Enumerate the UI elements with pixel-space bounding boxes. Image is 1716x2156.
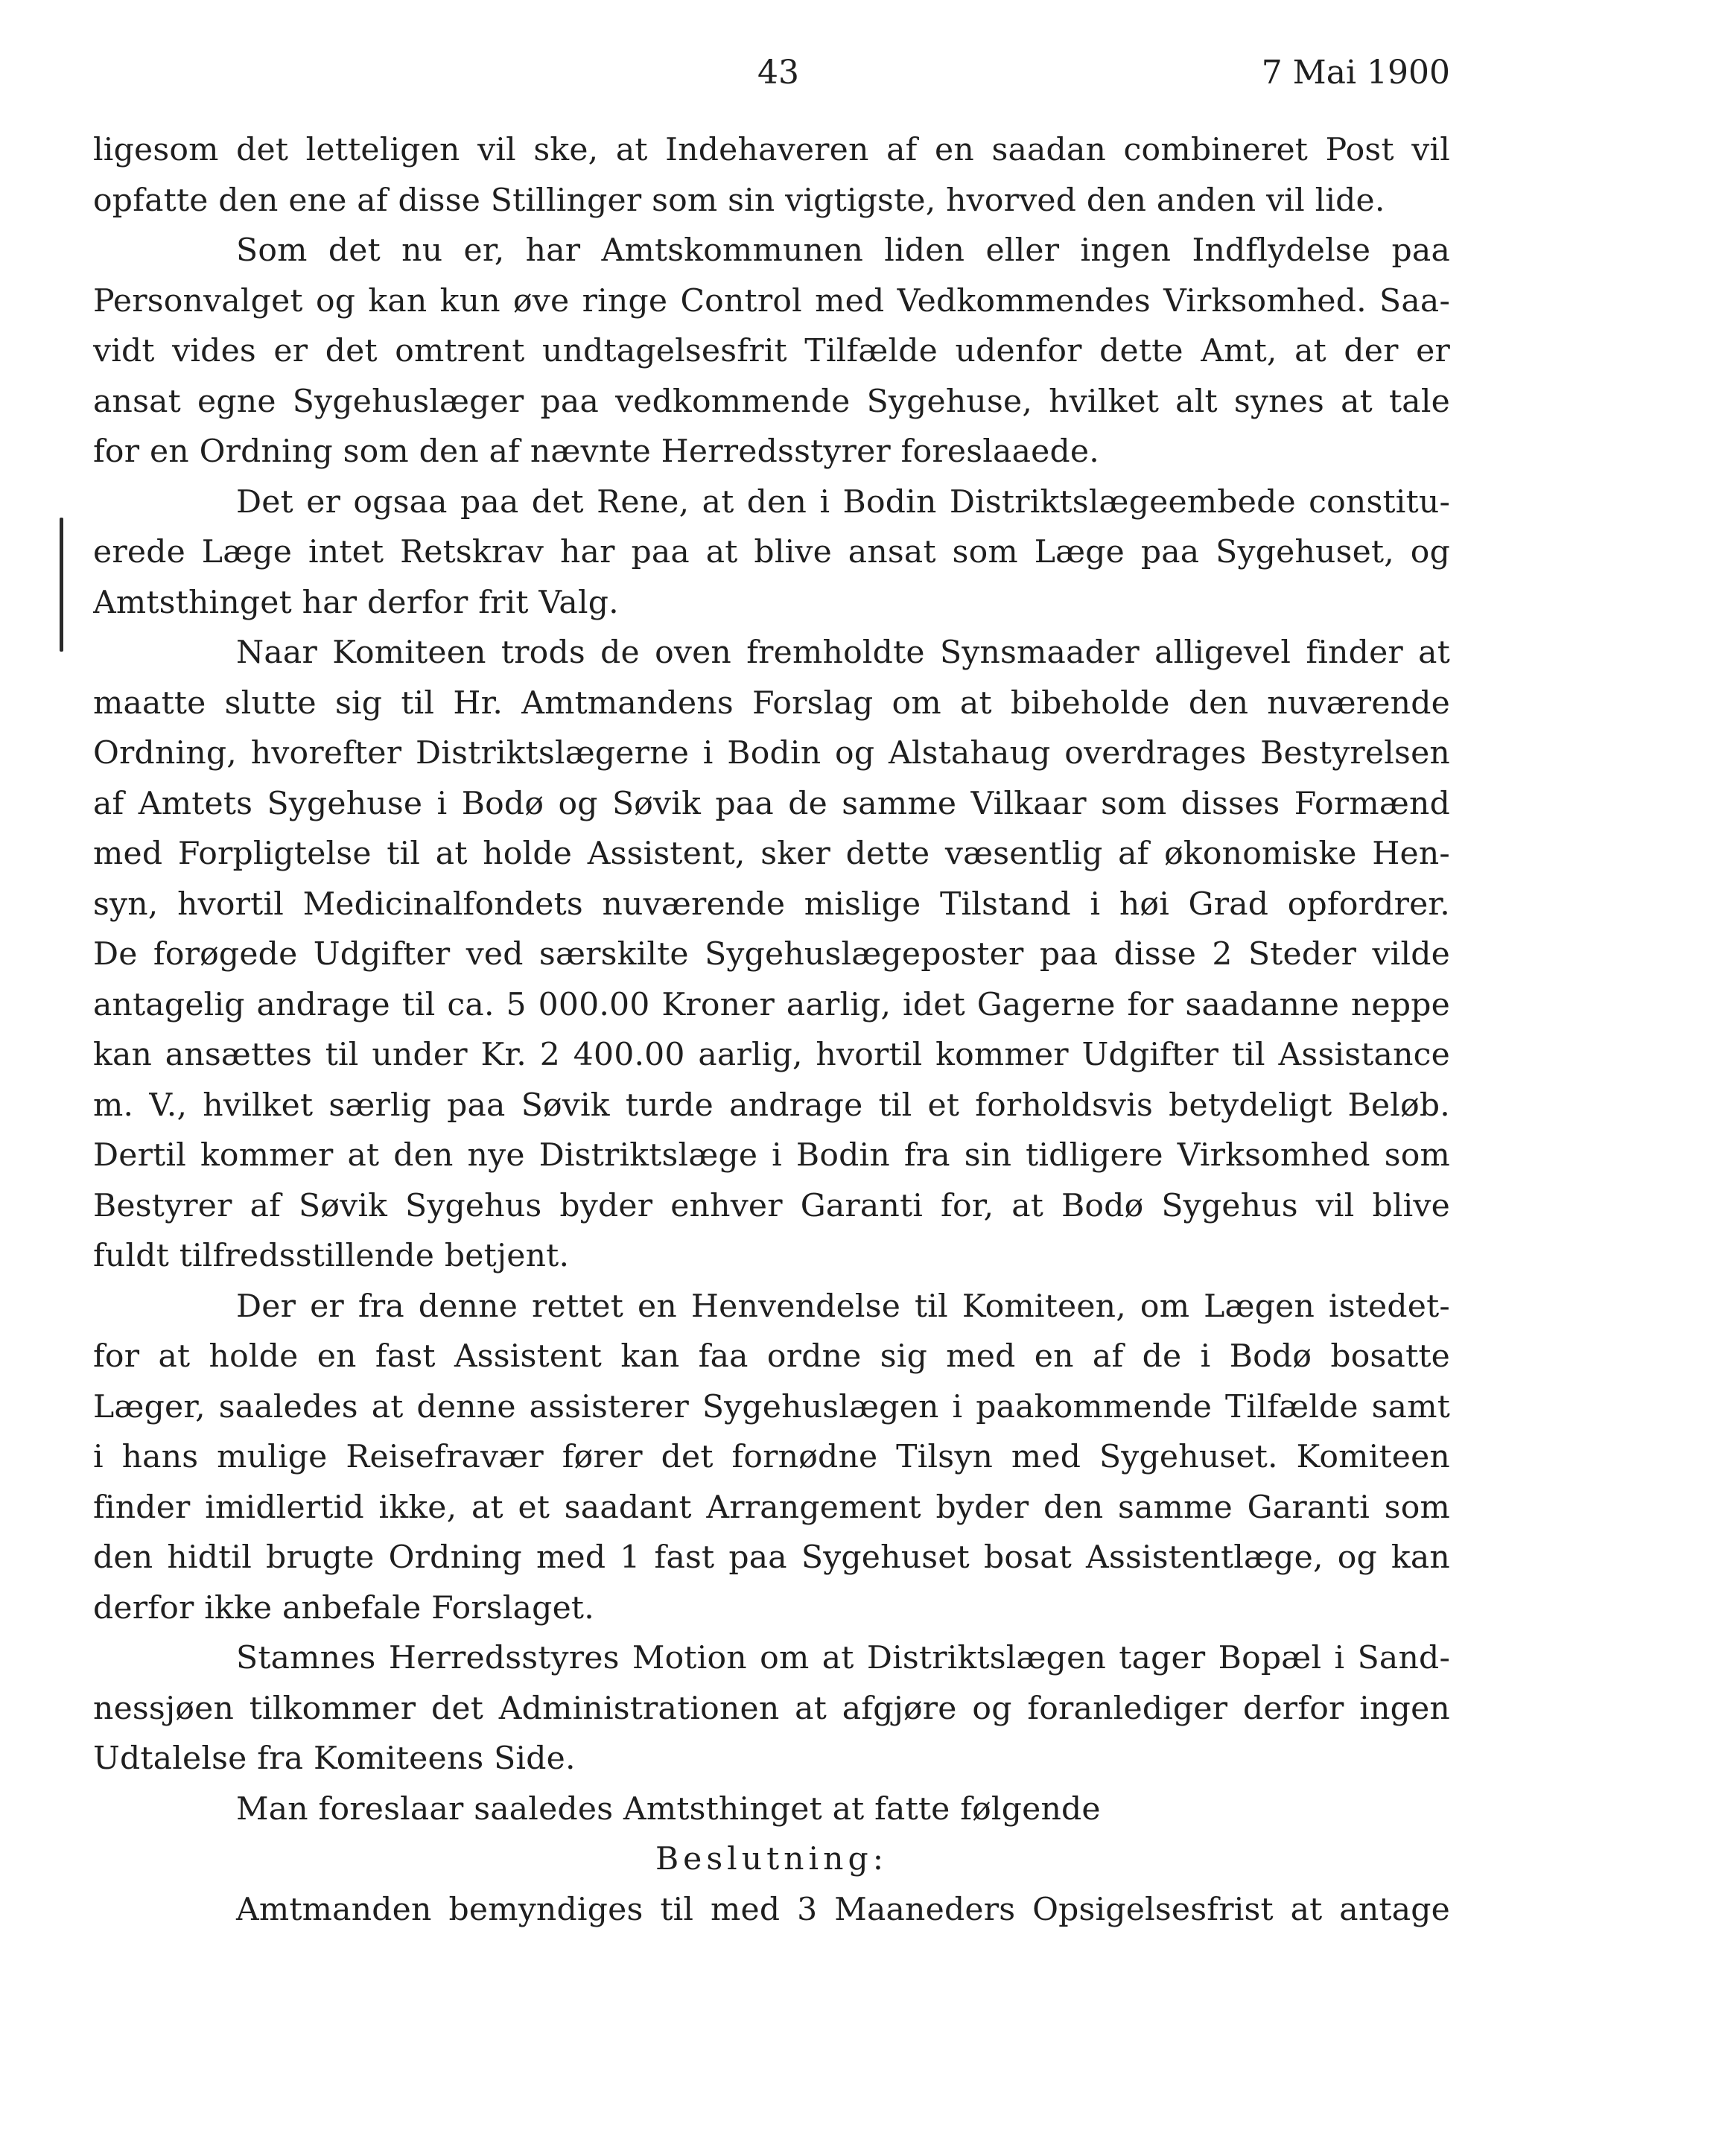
page-date: 7 Mai 1900: [1261, 54, 1450, 92]
text-line: ansat egne Sygehuslæger paa vedkommende Sygehuse, hvilket alt synes at tale: [93, 383, 1450, 420]
text-line: erede Læge intet Retskrav har paa at blive ansat som Læge paa Sygehuset, og: [93, 534, 1450, 570]
text-line: ligesom det letteligen vil ske, at Indehaveren af en saadan combineret Post vil: [93, 132, 1450, 168]
text-line: Bestyrer af Søvik Sygehus byder enhver Garanti for, at Bodø Sygehus vil blive: [93, 1187, 1450, 1224]
text-line: De forøgede Udgifter ved særskilte Sygehuslægeposter paa disse 2 Steder vilde: [93, 936, 1450, 973]
text-line: den hidtil brugte Ordning med 1 fast paa Sygehuset bosat Assistentlæge, og kan: [93, 1539, 1450, 1576]
text-line: Naar Komiteen trods de oven fremholdte Synsmaader alligevel finder at: [236, 635, 1450, 671]
text-line: opfatte den ene af disse Stillinger som sin vigtigste, hvorved den anden vil lide.: [93, 182, 1385, 219]
text-line: Læger, saaledes at denne assisterer Sygehuslægen i paakommende Tilfælde samt: [93, 1388, 1450, 1425]
text-line: derfor ikke anbefale Forslaget.: [93, 1589, 594, 1626]
text-line: med Forpligtelse til at holde Assistent, sker dette væsentlig af økonomiske Hen-: [93, 836, 1450, 872]
text-line: Amtsthinget har derfor frit Valg.: [93, 584, 619, 621]
text-line: fuldt tilfredsstillende betjent.: [93, 1238, 570, 1274]
page-number: 43: [757, 54, 799, 92]
text-line: maatte slutte sig til Hr. Amtmandens Forslag om at bibeholde den nuværende: [93, 684, 1450, 722]
text-line: Som det nu er, har Amtskommunen liden eller ingen Indflydelse paa: [236, 232, 1450, 269]
text-line: Ordning, hvorefter Distriktslægerne i Bodin og Alstahaug overdrages Bestyrelsen: [93, 735, 1450, 772]
text-line: Udtalelse fra Komiteens Side.: [93, 1740, 576, 1777]
margin-mark: [60, 518, 63, 652]
text-line: Man foreslaar saaledes Amtsthinget at fatte følgende: [236, 1790, 1101, 1828]
text-line: Stamnes Herredsstyres Motion om at Distriktslægen tager Bopæl i Sand-: [236, 1640, 1450, 1676]
text-line: Dertil kommer at den nye Distriktslæge i Bodin fra sin tidligere Virksomhed som: [93, 1137, 1450, 1174]
text-line: for en Ordning som den af nævnte Herredsstyrer foreslaaede.: [93, 433, 1099, 470]
text-line: vidt vides er det omtrent undtagelsesfrit Tilfælde udenfor dette Amt, at der er: [93, 333, 1450, 369]
text-line: af Amtets Sygehuse i Bodø og Søvik paa de samme Vilkaar som disses Formænd: [93, 785, 1450, 822]
text-line: finder imidlertid ikke, at et saadant Arrangement byder den samme Garanti som: [93, 1489, 1450, 1526]
text-line: kan ansættes til under Kr. 2 400.00 aarlig, hvortil kommer Udgifter til Assistance: [93, 1037, 1450, 1073]
text-line: m. V., hvilket særlig paa Søvik turde andrage til et forholdsvis betydeligt Beløb.: [93, 1087, 1450, 1124]
text-line: Amtmanden bemyndiges til med 3 Maaneders Opsigelsesfrist at antage: [236, 1891, 1450, 1928]
body-text: [93, 125, 1450, 1935]
page-header: [93, 54, 1450, 98]
text-line: Personvalget og kan kun øve ringe Control med Vedkommendes Virksomhed. Saa-: [93, 282, 1450, 319]
text-line: antagelig andrage til ca. 5 000.00 Kroner aarlig, idet Gagerne for saadanne neppe: [93, 986, 1450, 1023]
text-line: nessjøen tilkommer det Administrationen at afgjøre og foranlediger derfor ingen: [93, 1690, 1450, 1727]
text-line: Der er fra denne rettet en Henvendelse til Komiteen, om Lægen istedet-: [236, 1288, 1450, 1325]
text-line: Det er ogsaa paa det Rene, at den i Bodin Distriktslægeembede constitu-: [236, 483, 1450, 521]
text-line: syn, hvortil Medicinalfondets nuværende mislige Tilstand i høi Grad opfordrer.: [93, 885, 1450, 923]
text-line: i hans mulige Reisefravær fører det fornødne Tilsyn med Sygehuset. Komiteen: [93, 1439, 1450, 1475]
resolution-heading: Beslutning:: [655, 1841, 889, 1877]
text-line: for at holde en fast Assistent kan faa ordne sig med en af de i Bodø bosatte: [93, 1338, 1450, 1375]
